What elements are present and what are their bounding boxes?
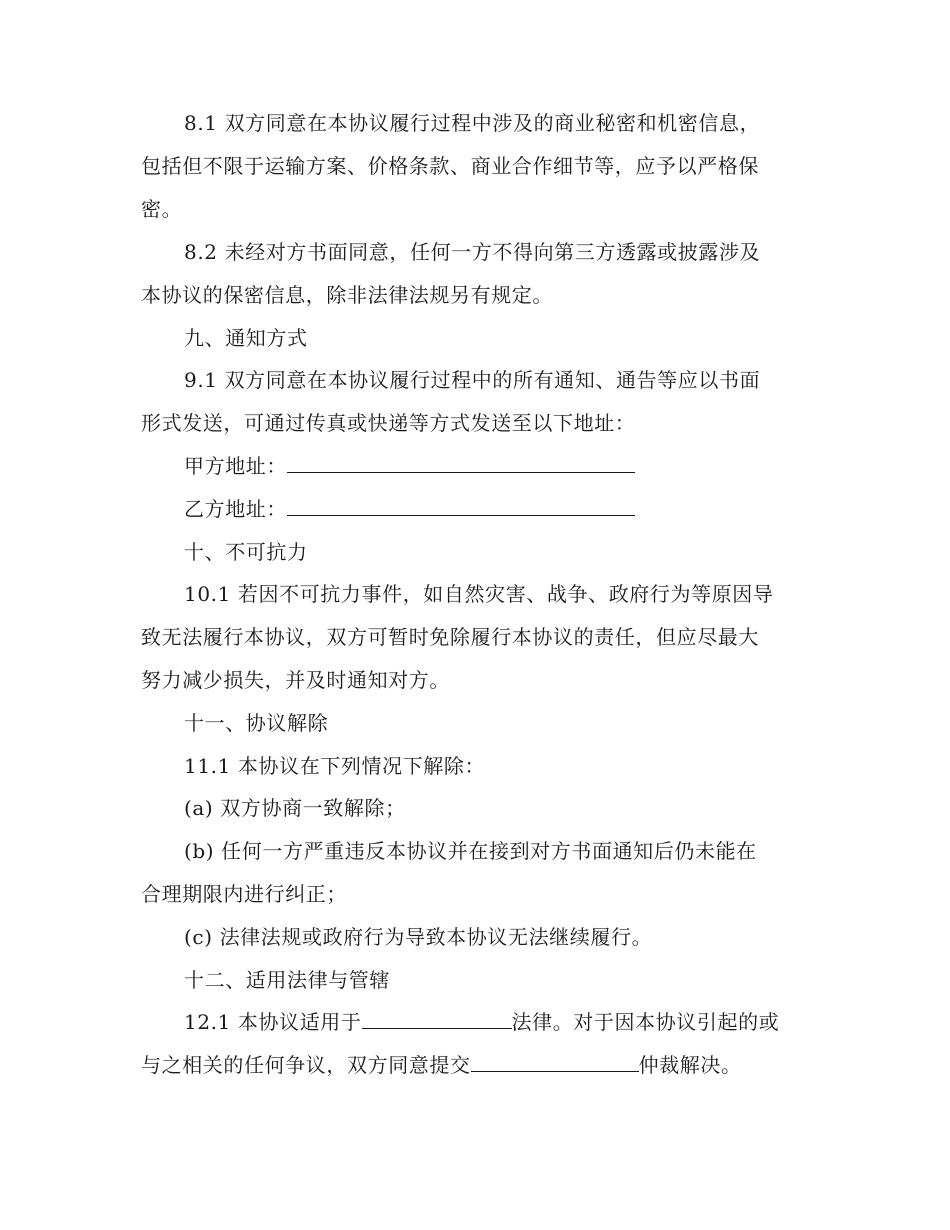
- clause-8-1-line-2: 包括但不限于运输方案、价格条款、商业合作细节等，应予以严格保: [141, 154, 759, 178]
- clause-8-2-line-1: 8.2 未经对方书面同意，任何一方不得向第三方透露或披露涉及: [184, 240, 761, 264]
- section-heading-11: 十一、协议解除: [184, 711, 329, 735]
- clause-12-1-prefix: 12.1 本协议适用于: [184, 1010, 362, 1034]
- clause-9-1-line-2: 形式发送，可通过传真或快递等方式发送至以下地址：: [141, 411, 636, 435]
- section-heading-10: 十、不可抗力: [184, 540, 308, 564]
- clause-8-1-line-3: 密。: [141, 197, 183, 221]
- clause-11-1-item-b-line-1: (b) 任何一方严重违反本协议并在接到对方书面通知后仍未能在: [184, 839, 757, 863]
- clause-11-1-item-c: (c) 法律法规或政府行为导致本协议无法继续履行。: [184, 925, 653, 949]
- clause-10-1-line-1: 10.1 若因不可抗力事件，如自然灾害、战争、政府行为等原因导: [184, 582, 774, 606]
- section-heading-12: 十二、适用法律与管辖: [184, 968, 390, 992]
- party-a-address-row: [184, 453, 635, 479]
- clause-10-1-line-2: 致无法履行本协议，双方可暂时免除履行本协议的责任，但应尽最大: [141, 625, 759, 649]
- governing-law-blank: [362, 1010, 512, 1029]
- clause-12-1-suffix: 法律。对于因本协议引起的或: [511, 1010, 780, 1034]
- clause-11-1-item-b-line-2: 合理期限内进行纠正；: [141, 882, 347, 906]
- party-b-address-label: 乙方地址：: [184, 497, 287, 521]
- clause-12-1-line-2-suffix: 仲裁解决。: [638, 1053, 742, 1077]
- section-heading-9: 九、通知方式: [184, 326, 308, 350]
- party-a-address-blank: [287, 454, 635, 473]
- clause-12-1-line-2: [141, 1052, 742, 1078]
- clause-8-1-line-1: 8.1 双方同意在本协议履行过程中涉及的商业秘密和机密信息，: [184, 111, 761, 135]
- party-b-address-row: [184, 496, 635, 522]
- clause-12-1-line-2-prefix: 与之相关的任何争议，双方同意提交: [141, 1053, 471, 1077]
- clause-12-1-line-1: [184, 1009, 779, 1035]
- clause-11-1-item-a: (a) 双方协商一致解除；: [184, 796, 406, 820]
- clause-10-1-line-3: 努力减少损失，并及时通知对方。: [141, 668, 450, 692]
- party-b-address-blank: [287, 497, 635, 516]
- clause-8-2-line-2: 本协议的保密信息，除非法律法规另有规定。: [141, 283, 553, 307]
- party-a-address-label: 甲方地址：: [184, 454, 287, 478]
- clause-9-1-line-1: 9.1 双方同意在本协议履行过程中的所有通知、通告等应以书面: [184, 368, 761, 392]
- arbitration-body-blank: [471, 1053, 639, 1072]
- clause-11-1: 11.1 本协议在下列情况下解除：: [184, 754, 486, 778]
